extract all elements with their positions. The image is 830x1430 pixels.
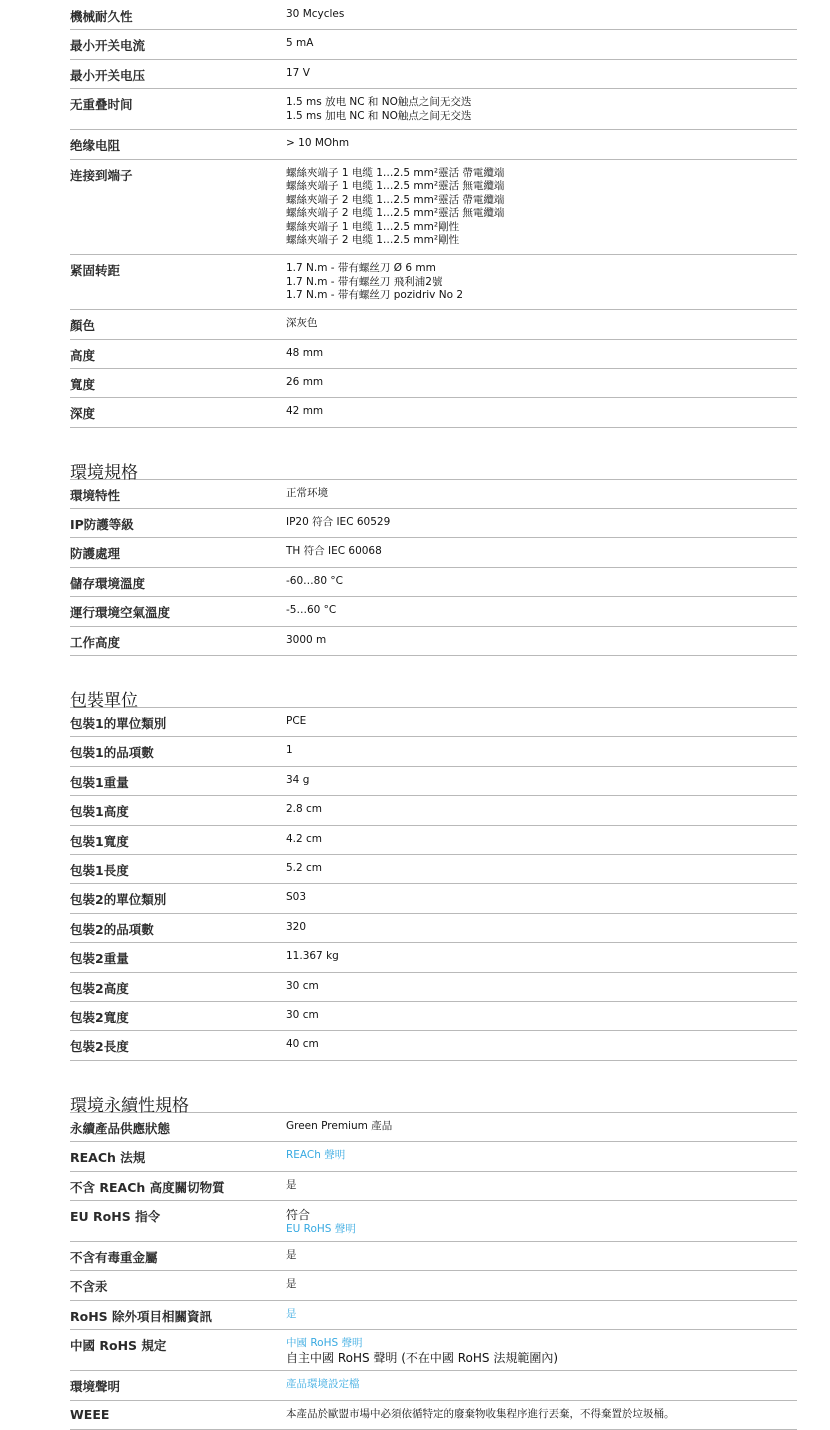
- spec-row: [70, 1142, 797, 1171]
- spec-value-line: 320: [286, 920, 307, 933]
- spec-row: [70, 1002, 797, 1031]
- spec-value: [286, 627, 797, 655]
- spec-value-line: 17 V: [286, 66, 310, 79]
- spec-row: [70, 884, 797, 913]
- spec-value: [286, 340, 797, 368]
- spec-value-line: 4.2 cm: [286, 832, 323, 845]
- spec-value: [286, 1002, 797, 1030]
- spec-value: [286, 30, 797, 58]
- spec-label: 包裝1的品項數: [70, 745, 154, 761]
- spec-label: IP防護等級: [70, 517, 134, 533]
- spec-row: [70, 310, 797, 339]
- spec-value: [286, 943, 797, 971]
- spec-row: [70, 597, 797, 626]
- section-title: 環境永續性規格: [70, 1089, 797, 1113]
- spec-value: [286, 737, 797, 765]
- spec-section: [70, 684, 797, 1061]
- spec-value-line: 符合: [286, 1207, 311, 1222]
- spec-label: 深度: [70, 406, 96, 422]
- spec-value-line: 30 cm: [286, 979, 319, 992]
- spec-value: [286, 1172, 797, 1200]
- spec-row: [70, 340, 797, 369]
- spec-label: 包裝1重量: [70, 774, 129, 790]
- spec-value: [286, 538, 797, 566]
- spec-label: 環境聲明: [70, 1379, 121, 1395]
- spec-row: [70, 1330, 797, 1371]
- spec-value-line: 1: [286, 744, 293, 757]
- spec-value-line: 3000 m: [286, 633, 327, 646]
- spec-value: [286, 826, 797, 854]
- spec-label: 包裝2寬度: [70, 1009, 129, 1025]
- spec-value: [286, 1401, 797, 1429]
- spec-value-line: 螺絲夾端子 2 电缆 1…2.5 mm²靈活 無電纜端: [286, 207, 505, 220]
- spec-label: 包裝2長度: [70, 1039, 129, 1055]
- spec-value-line: 1.7 N.m - 带有螺丝刀 pozidriv No 2: [286, 289, 464, 302]
- spec-row: [70, 1271, 797, 1300]
- spec-page: [70, 0, 797, 1430]
- spec-label: EU RoHS 指令: [70, 1208, 161, 1224]
- spec-row: [70, 1031, 797, 1060]
- spec-label: 包裝2的品項數: [70, 921, 154, 937]
- spec-value: [286, 855, 797, 883]
- spec-row: [70, 30, 797, 59]
- spec-row: [70, 1242, 797, 1271]
- spec-row: [70, 255, 797, 310]
- spec-label: WEEE: [70, 1406, 110, 1422]
- spec-row: [70, 60, 797, 89]
- spec-value: [286, 914, 797, 942]
- spec-value: [286, 398, 797, 426]
- spec-value: [286, 480, 797, 508]
- spec-value-line: 1.7 N.m - 带有螺丝刀 飛利浦2號: [286, 275, 443, 288]
- spec-label: 永續產品供應狀態: [70, 1120, 171, 1136]
- document-link[interactable]: REACh 聲明: [286, 1149, 346, 1162]
- spec-value-line: 深灰色: [286, 317, 318, 330]
- spec-row: [70, 914, 797, 943]
- spec-value-line: 1.5 ms 放电 NC 和 NO触点之间无交迭: [286, 96, 472, 109]
- document-link[interactable]: EU RoHS 聲明: [286, 1222, 356, 1235]
- spec-row: [70, 568, 797, 597]
- spec-label: 包裝2高度: [70, 980, 129, 996]
- spec-value-line: 螺絲夾端子 2 电缆 1…2.5 mm²剛性: [286, 234, 460, 247]
- spec-label: 儲存環境溫度: [70, 575, 146, 591]
- spec-value-line: 30 cm: [286, 1008, 319, 1021]
- spec-label: 绝缘电阻: [70, 138, 121, 154]
- spec-row: [70, 1301, 797, 1330]
- spec-value-line: S03: [286, 891, 307, 904]
- section-title: 環境規格: [70, 456, 797, 480]
- spec-row: [70, 160, 797, 256]
- spec-row: [70, 1401, 797, 1430]
- spec-row: [70, 480, 797, 509]
- spec-value: [286, 708, 797, 736]
- spec-value: [286, 884, 797, 912]
- spec-value-line: IP20 符合 IEC 60529: [286, 516, 391, 529]
- spec-value-line: 11.367 kg: [286, 950, 339, 963]
- spec-value: [286, 1271, 797, 1299]
- spec-value-line: 48 mm: [286, 346, 324, 359]
- spec-value: [286, 1301, 797, 1329]
- spec-value-line: -5…60 °C: [286, 604, 337, 617]
- spec-value-line: TH 符合 IEC 60068: [286, 545, 382, 558]
- spec-value-line: 是: [286, 1178, 297, 1191]
- spec-label: 防護處理: [70, 546, 121, 562]
- spec-value: [286, 1242, 797, 1270]
- spec-value: [286, 597, 797, 625]
- spec-value-line: 30 Mcycles: [286, 8, 345, 20]
- spec-value-line: 5.2 cm: [286, 862, 323, 874]
- spec-value-line: > 10 MOhm: [286, 137, 350, 150]
- spec-section: [70, 1089, 797, 1430]
- spec-label: 運行環境空氣溫度: [70, 605, 171, 621]
- spec-value-line: 螺絲夾端子 1 电缆 1…2.5 mm²靈活 無電纜端: [286, 180, 505, 193]
- spec-value: [286, 1142, 797, 1170]
- spec-value-line: 40 cm: [286, 1038, 319, 1051]
- spec-value: [286, 973, 797, 1001]
- spec-label: 中國 RoHS 規定: [70, 1338, 167, 1354]
- spec-value-line: Green Premium 產品: [286, 1119, 393, 1132]
- spec-row: [70, 509, 797, 538]
- spec-value: [286, 568, 797, 596]
- document-link[interactable]: 中國 RoHS 聲明: [286, 1337, 363, 1350]
- spec-label: 包裝2的單位類別: [70, 892, 167, 908]
- spec-value: [286, 1330, 797, 1370]
- spec-section: [70, 456, 797, 656]
- spec-value-line: 是: [286, 1278, 297, 1291]
- spec-value-line: 螺絲夾端子 1 电缆 1…2.5 mm²靈活 帶電纜端: [286, 166, 505, 179]
- spec-value-line: 5 mA: [286, 37, 314, 50]
- spec-row: [70, 943, 797, 972]
- spec-row: [70, 1172, 797, 1201]
- spec-label: 最小开关电流: [70, 38, 146, 54]
- spec-row: [70, 369, 797, 398]
- spec-value-line: 1.7 N.m - 带有螺丝刀 Ø 6 mm: [286, 262, 436, 275]
- spec-row: [70, 855, 797, 884]
- spec-value-line: 42 mm: [286, 405, 324, 418]
- spec-label: 機械耐久性: [70, 9, 133, 24]
- spec-label: 顏色: [70, 318, 96, 334]
- spec-label: 工作高度: [70, 634, 121, 650]
- spec-label: 连接到端子: [70, 167, 133, 183]
- spec-label: 不含有毒重金屬: [70, 1250, 158, 1266]
- spec-label: 不含 REACh 高度關切物質: [70, 1179, 225, 1195]
- spec-label: 包裝1長度: [70, 863, 129, 878]
- spec-value-line: 本產品於歐盟市場中必須依循特定的廢棄物收集程序進行丟棄，不得棄置於垃圾桶。: [286, 1407, 675, 1420]
- spec-value-line: -60…80 °C: [286, 574, 343, 587]
- spec-value: [286, 1371, 797, 1399]
- spec-row: [70, 1371, 797, 1400]
- spec-label: 包裝1高度: [70, 804, 129, 820]
- spec-row: [70, 737, 797, 766]
- spec-value: [286, 767, 797, 795]
- spec-label: 包裝2重量: [70, 951, 129, 967]
- spec-value: [286, 60, 797, 88]
- spec-value: [286, 509, 797, 537]
- spec-value: [286, 1113, 797, 1141]
- spec-label: RoHS 除外項目相關資訊: [70, 1308, 213, 1324]
- spec-label: 最小开关电压: [70, 67, 146, 83]
- spec-value: [286, 1, 797, 29]
- spec-row: [70, 627, 797, 656]
- spec-value-line: 自主中國 RoHS 聲明 (不在中國 RoHS 法規範圍內): [286, 1350, 558, 1365]
- spec-row: [70, 1, 797, 30]
- spec-value: [286, 160, 797, 255]
- spec-row: [70, 1113, 797, 1142]
- spec-value-line: 螺絲夾端子 2 电缆 1…2.5 mm²靈活 帶電纜端: [286, 193, 505, 206]
- spec-label: 環境特性: [70, 487, 121, 503]
- spec-label: 寬度: [70, 376, 96, 392]
- spec-value: [286, 89, 797, 129]
- spec-value: [286, 369, 797, 397]
- spec-value: [286, 310, 797, 338]
- spec-row: [70, 130, 797, 159]
- spec-row: [70, 826, 797, 855]
- spec-label: 紧固转距: [70, 263, 121, 279]
- spec-value: [286, 130, 797, 158]
- spec-value: [286, 796, 797, 824]
- spec-row: [70, 398, 797, 427]
- spec-label: 不含汞: [70, 1279, 108, 1295]
- spec-value-line: PCE: [286, 715, 307, 728]
- spec-row: [70, 89, 797, 130]
- spec-value-line: 螺絲夾端子 1 电缆 1…2.5 mm²剛性: [286, 220, 460, 233]
- spec-value-line: 34 g: [286, 773, 310, 786]
- spec-label: 包裝1的單位類別: [70, 716, 167, 732]
- spec-value-line: 2.8 cm: [286, 803, 323, 816]
- spec-value: [286, 255, 797, 309]
- document-link[interactable]: 是: [286, 1307, 297, 1320]
- spec-label: 高度: [70, 347, 96, 363]
- section-title: 包裝單位: [70, 684, 797, 708]
- spec-value-line: 是: [286, 1249, 297, 1262]
- spec-label: REACh 法規: [70, 1150, 146, 1166]
- spec-row: [70, 796, 797, 825]
- spec-value-line: 正常环境: [286, 486, 328, 499]
- spec-value-line: 1.5 ms 加电 NC 和 NO触点之间无交迭: [286, 109, 472, 122]
- spec-label: 无重叠时间: [70, 97, 133, 113]
- spec-row: [70, 767, 797, 796]
- spec-value-line: 26 mm: [286, 375, 324, 388]
- document-link[interactable]: 產品環境設定檔: [286, 1378, 360, 1391]
- spec-row: [70, 538, 797, 567]
- spec-value: [286, 1201, 797, 1241]
- spec-value: [286, 1031, 797, 1059]
- spec-row: [70, 708, 797, 737]
- spec-row: [70, 973, 797, 1002]
- spec-label: 包裝1寬度: [70, 833, 129, 849]
- spec-row: [70, 1201, 797, 1242]
- spec-section: [70, 0, 797, 428]
